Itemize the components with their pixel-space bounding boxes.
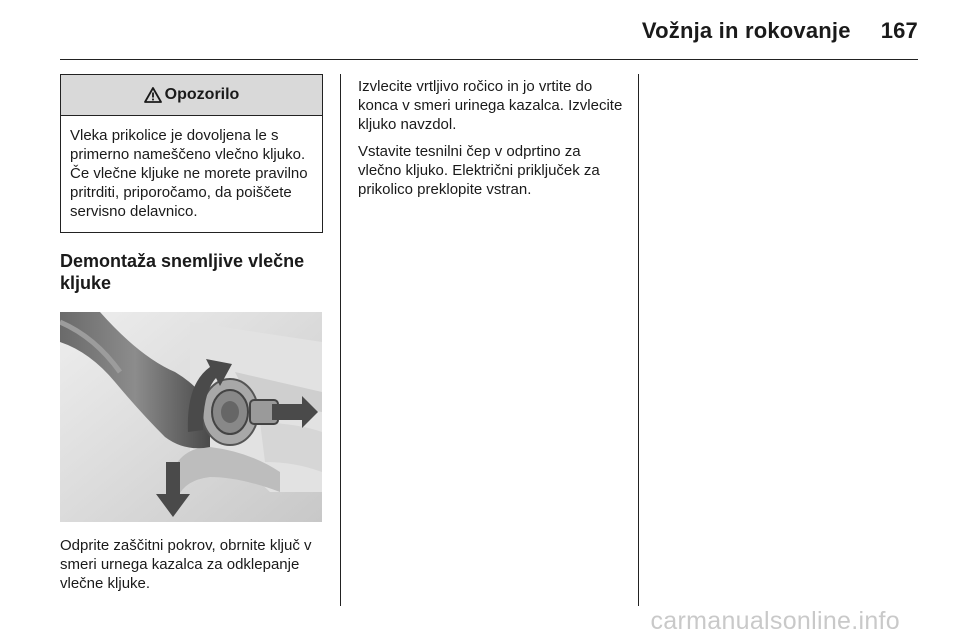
paragraph: Izvlecite vrtljivo ročico in jo vrtite do konca v smeri urinega kazalca. Izvlecite kljuko navzdol. [358, 78, 623, 133]
header-rule [60, 59, 918, 60]
page-number: 167 [880, 18, 918, 43]
watermark: carmanualsonline.info [650, 607, 900, 635]
warning-triangle-icon [144, 87, 162, 103]
figure-caption: Odprite zaščitni pokrov, obrnite ključ v smeri urnega kazalca za odklepanje vlečne kljuke. [60, 537, 312, 592]
warning-text: Vleka prikolice je dovoljena le s primerno nameščeno vlečno kljuko. Če vlečne kljuke ne morete pravilno pritrditi, priporočamo, da poiščete servisno delavnico. [70, 127, 308, 220]
warning-title: Opozorilo [164, 86, 240, 103]
paragraph: Vstavite tesnilni čep v odprtino za vlečno kljuko. Električni priključek za prikolico preklopite vstran. [358, 143, 600, 198]
left-column [60, 74, 324, 593]
tow-hook-illustration [60, 312, 322, 522]
page-header [642, 18, 918, 44]
warning-header [61, 75, 322, 116]
section-title: Demontaža snemljive vlečne kljuke [60, 251, 305, 293]
chapter-title: Vožnja in rokovanje [641, 18, 851, 43]
column-divider-left [340, 74, 341, 606]
middle-column [358, 77, 628, 207]
warning-box [60, 74, 323, 233]
column-divider-right [638, 74, 639, 606]
